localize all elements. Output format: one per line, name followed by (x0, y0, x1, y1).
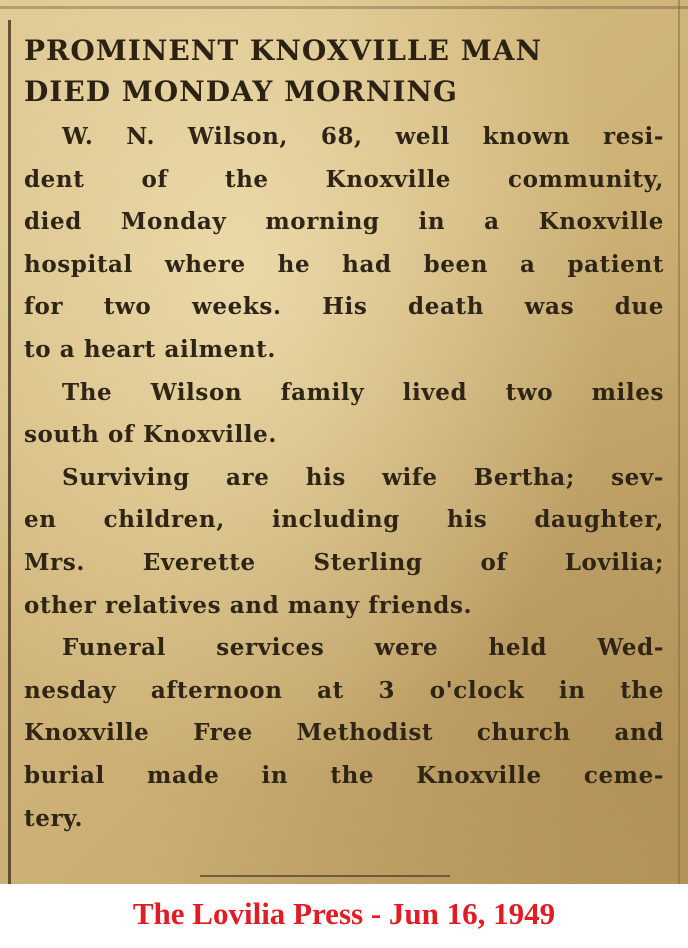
text-line: nesday afternoon at 3 o'clock in the (24, 676, 664, 704)
text-line: Mrs. Everette Sterling of Lovilia; (24, 548, 664, 576)
text-line: dent of the Knoxville community, (24, 165, 664, 193)
text-line: died Monday morning in a Knoxville (24, 208, 664, 236)
source-caption: The Lovilia Press - Jun 16, 1949 (132, 896, 556, 931)
text-line: burial made in the Knoxville ceme- (24, 761, 664, 789)
paragraph-funeral (24, 627, 668, 840)
text-line: Knoxville Free Methodist church and (24, 719, 664, 747)
headline (24, 30, 668, 112)
text-line: to a heart ailment. (24, 335, 276, 363)
text-line: en children, including his daughter, (24, 506, 664, 534)
paragraph-announcement (24, 116, 668, 372)
right-column-rule (678, 0, 680, 884)
text-line: The Wilson family lived two miles (62, 378, 664, 406)
text-line: south of Knoxville. (24, 421, 277, 449)
text-line: other relatives and many friends. (24, 591, 473, 619)
left-column-rule (8, 20, 11, 884)
end-of-article-rule (200, 875, 450, 877)
paragraph-survivors (24, 457, 668, 627)
text-line: Surviving are his wife Bertha; sev- (62, 463, 664, 491)
paragraph-residence (24, 372, 668, 457)
headline-line: DIED MONDAY MORNING (24, 75, 458, 108)
top-edge-rule (0, 6, 688, 9)
text-line: for two weeks. His death was due (24, 293, 664, 321)
text-line: Funeral services were held Wed- (62, 634, 664, 662)
obituary-article (24, 30, 668, 840)
text-line: tery. (24, 804, 84, 832)
text-line: hospital where he had been a patient (24, 250, 664, 278)
article-body (24, 116, 668, 840)
text-line: W. N. Wilson, 68, well known resi- (62, 123, 664, 150)
headline-line: PROMINENT KNOXVILLE MAN (24, 34, 543, 67)
